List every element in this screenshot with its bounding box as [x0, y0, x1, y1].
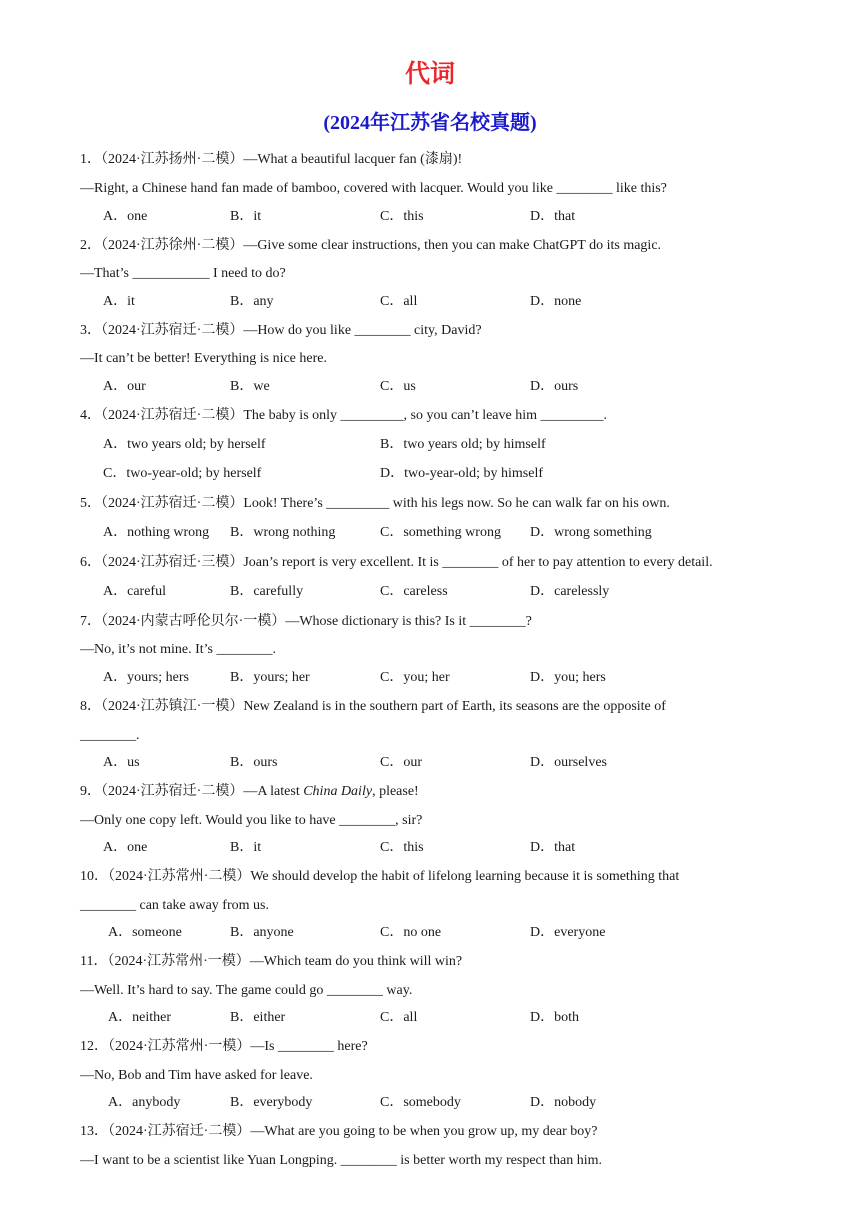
question-3-option-b: B．we: [230, 379, 270, 394]
question-8-stem: 8．（2024·江苏镇江·一模）New Zealand is in the southern part of Earth, its seasons are the opposite of: [80, 699, 666, 714]
question-2-stem-line2: —That’s ___________ I need to do?: [80, 266, 286, 281]
question-1-option-a: A．one: [103, 209, 148, 224]
question-11-option-d: D．both: [530, 1010, 579, 1025]
question-4-option-d: D．two-year-old; by himself: [380, 466, 544, 481]
question-7-option-d: D．you; hers: [530, 670, 606, 685]
question-2-stem: 2．（2024·江苏徐州·二模）—Give some clear instructions, then you can make ChatGPT do its magic.: [80, 238, 662, 253]
question-9-stem-part3: , please!: [372, 784, 419, 799]
question-13-stem: 13．（2024·江苏宿迁·二模）—What are you going to be when you grow up, my dear boy?: [80, 1124, 598, 1139]
page-subtitle: (2024年江苏省名校真题): [323, 112, 537, 134]
question-6-stem: 6．（2024·江苏宿迁·三模）Joan’s report is very excellent. It is ________ of her to pay attention to every detail.: [80, 555, 713, 570]
question-5-stem: 5．（2024·江苏宿迁·二模）Look! There’s _________ with his legs now. So he can walk far on his own.: [80, 496, 670, 511]
question-10-option-c: C．no one: [380, 925, 442, 940]
question-9-option-b: B．it: [230, 840, 262, 855]
question-10-stem: 10．（2024·江苏常州·二模）We should develop the habit of lifelong learning because it is something that: [80, 869, 680, 884]
question-12-option-d: D．nobody: [530, 1095, 597, 1110]
question-8-option-a: A．us: [103, 755, 140, 770]
question-4-option-b: B．two years old; by himself: [380, 437, 546, 452]
question-11-option-b: B．either: [230, 1010, 286, 1025]
question-10-stem-line2: ________ can take away from us.: [80, 898, 269, 913]
question-1-stem-line2: —Right, a Chinese hand fan made of bamboo, covered with lacquer. Would you like ________ like this?: [80, 181, 667, 196]
question-12-option-b: B．everybody: [230, 1095, 313, 1110]
question-4-option-c: C．two-year-old; by herself: [103, 466, 262, 481]
question-1-option-d: D．that: [530, 209, 576, 224]
question-7-option-a: A．yours; hers: [103, 670, 189, 685]
question-6-option-d: D．carelessly: [530, 584, 610, 599]
question-10-option-b: B．anyone: [230, 925, 294, 940]
question-7-option-b: B．yours; her: [230, 670, 310, 685]
question-8-option-c: C．our: [380, 755, 422, 770]
question-11-option-c: C．all: [380, 1010, 418, 1025]
question-2-option-c: C．all: [380, 294, 418, 309]
question-5-option-b: B．wrong nothing: [230, 525, 336, 540]
question-12-stem: 12．（2024·江苏常州·一模）—Is ________ here?: [80, 1039, 368, 1054]
question-12-option-a: A．anybody: [108, 1095, 181, 1110]
question-5-option-a: A．nothing wrong: [103, 525, 210, 540]
question-5-option-c: C．something wrong: [380, 525, 501, 540]
question-9-stem-part1: 9．（2024·江苏宿迁·二模）—A latest: [80, 784, 304, 799]
question-6-option-c: C．careless: [380, 584, 448, 599]
question-4-stem: 4．（2024·江苏宿迁·二模）The baby is only _________, so you can’t leave him _________.: [80, 408, 608, 423]
question-1-option-b: B．it: [230, 209, 262, 224]
question-9-stem: [80, 783, 419, 801]
question-9-stem-line2: —Only one copy left. Would you like to have ________, sir?: [80, 813, 423, 828]
question-10-option-a: A．someone: [108, 925, 182, 940]
question-3-option-c: C．us: [380, 379, 416, 394]
question-9-option-d: D．that: [530, 840, 576, 855]
question-13-stem-line2: —I want to be a scientist like Yuan Longping. ________ is better worth my respect than him.: [80, 1153, 603, 1168]
question-12-option-c: C．somebody: [380, 1095, 461, 1110]
page-title: 代词: [404, 59, 455, 88]
question-1-stem: 1．（2024·江苏扬州·二模）—What a beautiful lacquer fan (漆扇)!: [80, 152, 463, 167]
question-7-stem-line2: —No, it’s not mine. It’s ________.: [80, 642, 276, 657]
question-12-stem-line2: —No, Bob and Tim have asked for leave.: [80, 1068, 313, 1083]
question-2-option-a: A．it: [103, 294, 135, 309]
question-11-stem: 11．（2024·江苏常州·一模）—Which team do you think will win?: [80, 954, 463, 969]
question-3-option-d: D．ours: [530, 379, 579, 394]
question-11-option-a: A．neither: [108, 1010, 171, 1025]
question-2-option-b: B．any: [230, 294, 274, 309]
question-7-option-c: C．you; her: [380, 670, 450, 685]
question-4-option-a: A．two years old; by herself: [103, 437, 266, 452]
question-9-option-c: C．this: [380, 840, 424, 855]
question-3-stem-line2: —It can’t be better! Everything is nice here.: [80, 351, 327, 366]
question-5-option-d: D．wrong something: [530, 525, 652, 540]
question-8-option-b: B．ours: [230, 755, 278, 770]
question-1-option-c: C．this: [380, 209, 424, 224]
question-8-stem-line2: ________.: [80, 728, 140, 743]
question-9-option-a: A．one: [103, 840, 148, 855]
question-7-stem: 7．（2024·内蒙古呼伦贝尔·一模）—Whose dictionary is this? Is it ________?: [80, 614, 532, 629]
question-11-stem-line2: —Well. It’s hard to say. The game could go ________ way.: [80, 983, 413, 998]
question-9-newspaper-title: China Daily: [303, 784, 373, 799]
question-6-option-b: B．carefully: [230, 584, 304, 599]
question-10-option-d: D．everyone: [530, 925, 606, 940]
question-6-option-a: A．careful: [103, 584, 166, 599]
question-8-option-d: D．ourselves: [530, 755, 607, 770]
question-2-option-d: D．none: [530, 294, 582, 309]
question-3-stem: 3．（2024·江苏宿迁·二模）—How do you like ________ city, David?: [80, 323, 482, 338]
question-3-option-a: A．our: [103, 379, 146, 394]
